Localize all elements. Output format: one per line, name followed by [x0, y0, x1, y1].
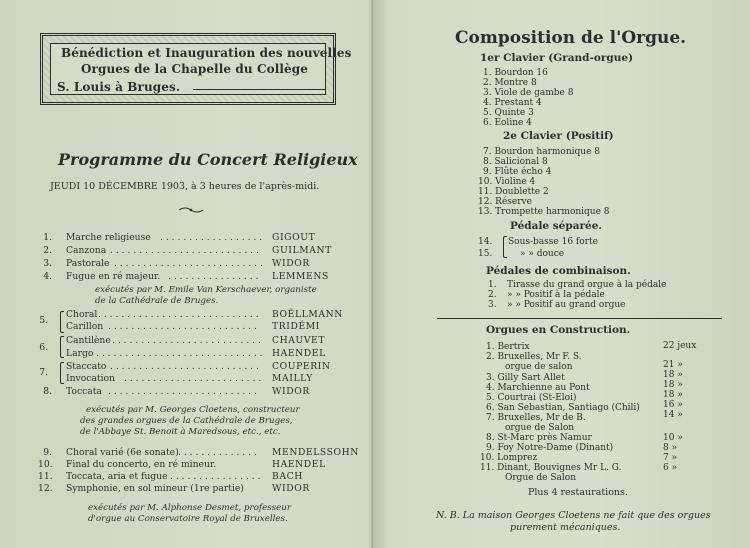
construction-jeux: 18 » [663, 380, 683, 390]
brace [503, 236, 507, 258]
construction-jeux: 21 » [663, 360, 683, 370]
construction-jeux: 8 » [663, 443, 678, 453]
item-number: 11. [38, 471, 53, 482]
item-title: Final du concerto, en ré mineur. [66, 459, 217, 470]
performer-3-line-1: exécutés par M. Alphonse Desmet, professeur [88, 503, 292, 513]
construction-jeux: 6 » [663, 463, 678, 473]
item-number: 12. [38, 483, 53, 494]
construction-jeux: 7 » [663, 453, 678, 463]
comb-item: Tirasse du grand orgue à la pédale [507, 280, 667, 290]
construction-item: orgue de Salon [505, 423, 575, 433]
footer-note-line-1: N. B. La maison Georges Cloetens ne fait que des orgues [436, 510, 711, 521]
performer-1-line-1: exécutés par M. Emile Van Kerschaever, organiste [95, 285, 317, 295]
item-composer: TRIDÉMI [272, 321, 320, 332]
construction-item: 11. Dinant, Bouvignes Mr L. G. [480, 463, 622, 473]
item-composer: GUILMANT [272, 245, 332, 256]
item-composer: BOËLLMANN [272, 309, 343, 320]
item-number: 6. [39, 342, 48, 353]
item-title: Staccato [66, 361, 107, 372]
item-composer: LEMMENS [272, 271, 329, 282]
header-underline [193, 89, 325, 90]
pedale-stop: Sous-basse 16 forte [508, 237, 598, 247]
brace [60, 311, 64, 333]
header-line-3: S. Louis à Bruges. [57, 80, 181, 94]
stop-item: 10. Violine 4 [478, 177, 536, 187]
ornament-icon [178, 206, 204, 214]
stop-item: 9. Flûte écho 4 [483, 167, 552, 177]
item-title: Toccata, aria et fugue [66, 471, 168, 482]
performer-2-line-1: exécutés par M. Georges Cloetens, constructeur [86, 405, 300, 415]
item-title: Choral varié (6e sonate) [66, 447, 179, 458]
item-number: 8. [43, 386, 52, 397]
stop-item: 12. Réserve [478, 197, 532, 207]
construction-jeux: 18 » [663, 390, 683, 400]
performer-2-line-3: de l'Abbaye St. Benoit à Maredsous, etc., etc. [80, 427, 281, 437]
item-number: 2. [43, 245, 52, 256]
item-title: Choral [66, 309, 98, 320]
left-page: Bénédiction et Inauguration des nouvelles Orgues de la Chapelle du Collège S. Louis à Bruges. Programme du Concert Religieux JEUDI 10 DÉCEMBRE 1903, à 3 heures de l'après-midi. 1. Marche religieuse . . . . . . . . . . . . . . . . . . GIGOUT 2. Canzona . . . . . . . . . . . . . . . . . . . . . . . . . . GUILMANT 3. Pastorale . . . . . . . . . . . . . . . . . . . . . . . . . . WIDOR 4. Fugue en ré majeur. . . . . . . . . . . . . . . . . LEMMENS exécutés par M. Emile Van Kerschaever, organiste de la Cathédrale de Bruges. Choral . . . . . . . . . . . . . . . . . . . . . . . . . . . . BOËLLMANN 5. Carillon . . . . . . . . . . . . . . . . . . . . . . . . . . TRIDÉMI Cantilène . . . . . . . . . . . . . . . . . . . . . . . . . . CHAUVET 6. Largo . . . . . . . . . . . . . . . . . . . . . . . . . . . . . HAENDEL Staccato . . . . . . . . . . . . . . . . . . . . . . . . . . COUPERIN 7. Invocation . . . . . . . . . . . . . . . . . . . . . . . . MAILLY 8. Toccata . . . . . . . . . . . . . . . . . . . . . . . . . . WIDOR exécutés par M. Georges Cloetens, constructeur des grandes orgues de la Cathédrale de Bruges, de l'Abbaye St. Benoit à Maredsous, etc., etc. 9. Choral varié (6e sonate) . . . . . . . . . . . . . . MENDELSSOHN 10. Final du concerto, en ré mineur. HAENDEL 11. Toccata, aria et fugue . . . . . . . . . . . . . . . . BACH 12. Symphonie, en sol mineur (1re partie) WIDOR exécutés par M. Alphonse Desmet, professeur d'orgue au Conservatoire Royal de Bruxelles. [0, 0, 370, 548]
concert-date: JEUDI 10 DÉCEMBRE 1903, à 3 heures de l'après-midi. [50, 181, 320, 192]
stop-item: 1. Bourdon 16 [483, 68, 548, 78]
item-composer: MAILLY [272, 373, 313, 384]
jeux-label: 22 jeux [663, 341, 697, 351]
stop-item: 8. Salicional 8 [483, 157, 548, 167]
item-number: 5. [39, 315, 48, 326]
header-line-1: Bénédiction et Inauguration des nouvelles [61, 46, 352, 60]
brace [60, 336, 64, 358]
footer-note-line-2: purement mécaniques. [510, 522, 621, 533]
programme-title: Programme du Concert Religieux [58, 150, 358, 169]
stop-item: 6. Eoline 4 [483, 118, 532, 128]
pedale-number: 15. [478, 249, 493, 259]
stop-item: 5. Quinte 3 [483, 108, 534, 118]
construction-item: 2. Bruxelles, Mr F. S. [486, 352, 582, 362]
pedale-heading: Pédale séparée. [510, 220, 603, 232]
construction-item: Orgue de Salon [505, 473, 576, 483]
construction-item: 3. Gilly Sart Allet [486, 373, 565, 383]
item-number: 4. [43, 271, 52, 282]
header-line-2: Orgues de la Chapelle du Collège [81, 62, 309, 76]
stop-item: 13. Trompette harmonique 8 [478, 207, 610, 217]
item-number: 9. [43, 447, 52, 458]
item-number: 1. [43, 232, 52, 243]
pedale-stop: » » douce [520, 249, 565, 259]
construction-item: orgue de salon [505, 362, 573, 372]
item-composer: COUPERIN [272, 361, 331, 372]
construction-item: 8. St-Marc près Namur [486, 433, 592, 443]
stop-item: 4. Prestant 4 [483, 98, 542, 108]
restorations-note: Plus 4 restaurations. [528, 487, 628, 498]
construction-jeux: 10 » [663, 433, 683, 443]
item-title: Invocation [66, 373, 115, 384]
clavier-2-heading: 2e Clavier (Positif) [503, 130, 614, 142]
construction-jeux: 14 » [663, 410, 683, 420]
item-title: Toccata [66, 386, 102, 397]
item-composer: HAENDEL [272, 459, 326, 470]
stop-item: 2. Montre 8 [483, 78, 537, 88]
item-composer: WIDOR [272, 386, 310, 397]
item-title: Carillon [66, 321, 104, 332]
item-number: 3. [43, 258, 52, 269]
header-frame [40, 33, 352, 105]
construction-item: 10. Lomprez [480, 453, 538, 463]
item-title: Cantilène [66, 335, 111, 346]
item-title: Fugue en ré majeur. [66, 271, 161, 282]
pedale-number: 14. [478, 237, 493, 247]
construction-item: 9. Foy Notre-Dame (Dinant) [486, 443, 614, 453]
brace [60, 362, 64, 384]
item-title: Symphonie, en sol mineur (1re partie) [66, 483, 244, 494]
item-number: 10. [38, 459, 53, 470]
item-number: 7. [39, 367, 48, 378]
construction-heading: Orgues en Construction. [486, 324, 631, 336]
paper-fold [371, 0, 374, 548]
comb-item: » » Positif à la pédale [507, 290, 605, 300]
comb-number: 1. [488, 280, 497, 290]
stop-item: 3. Viole de gambe 8 [483, 88, 574, 98]
section-divider [437, 318, 722, 319]
performer-3-line-2: d'orgue au Conservatoire Royal de Bruxelles. [88, 514, 288, 524]
construction-item: 5. Courtrai (St-Eloi) [486, 393, 577, 403]
stop-item: 11. Doublette 2 [478, 187, 549, 197]
item-title: Marche religieuse [66, 232, 151, 243]
construction-item: 4. Marchienne au Pont [486, 383, 590, 393]
performer-2-line-2: des grandes orgues de la Cathédrale de Bruges, [80, 416, 293, 426]
item-composer: WIDOR [272, 483, 310, 494]
comb-item: » » Positif au grand orgue [507, 300, 626, 310]
construction-jeux: 16 » [663, 400, 683, 410]
item-composer: BACH [272, 471, 303, 482]
stop-item: 7. Bourdon harmonique 8 [483, 147, 600, 157]
clavier-1-heading: 1er Clavier (Grand-orgue) [480, 52, 634, 64]
construction-jeux: 18 » [663, 370, 683, 380]
item-composer: CHAUVET [272, 335, 326, 346]
composition-title: Composition de l'Orgue. [455, 28, 687, 48]
item-composer: WIDOR [272, 258, 310, 269]
item-title: Largo [66, 348, 94, 359]
construction-item: 1. Bertrix [486, 342, 530, 352]
header-frame-inner [50, 43, 352, 95]
combinaison-heading: Pédales de combinaison. [486, 265, 631, 277]
comb-number: 3. [488, 300, 497, 310]
item-title: Canzona [66, 245, 107, 256]
construction-item: 6. San Sebastian, Santiago (Chili) [486, 403, 640, 413]
item-composer: MENDELSSOHN [272, 447, 359, 458]
performer-1-line-2: de la Cathédrale de Bruges. [95, 296, 219, 306]
item-composer: HAENDEL [272, 348, 326, 359]
comb-number: 2. [488, 290, 497, 300]
item-title: Pastorale [66, 258, 110, 269]
construction-item: 7. Bruxelles, Mr de B. [486, 413, 586, 423]
item-composer: GIGOUT [272, 232, 316, 243]
